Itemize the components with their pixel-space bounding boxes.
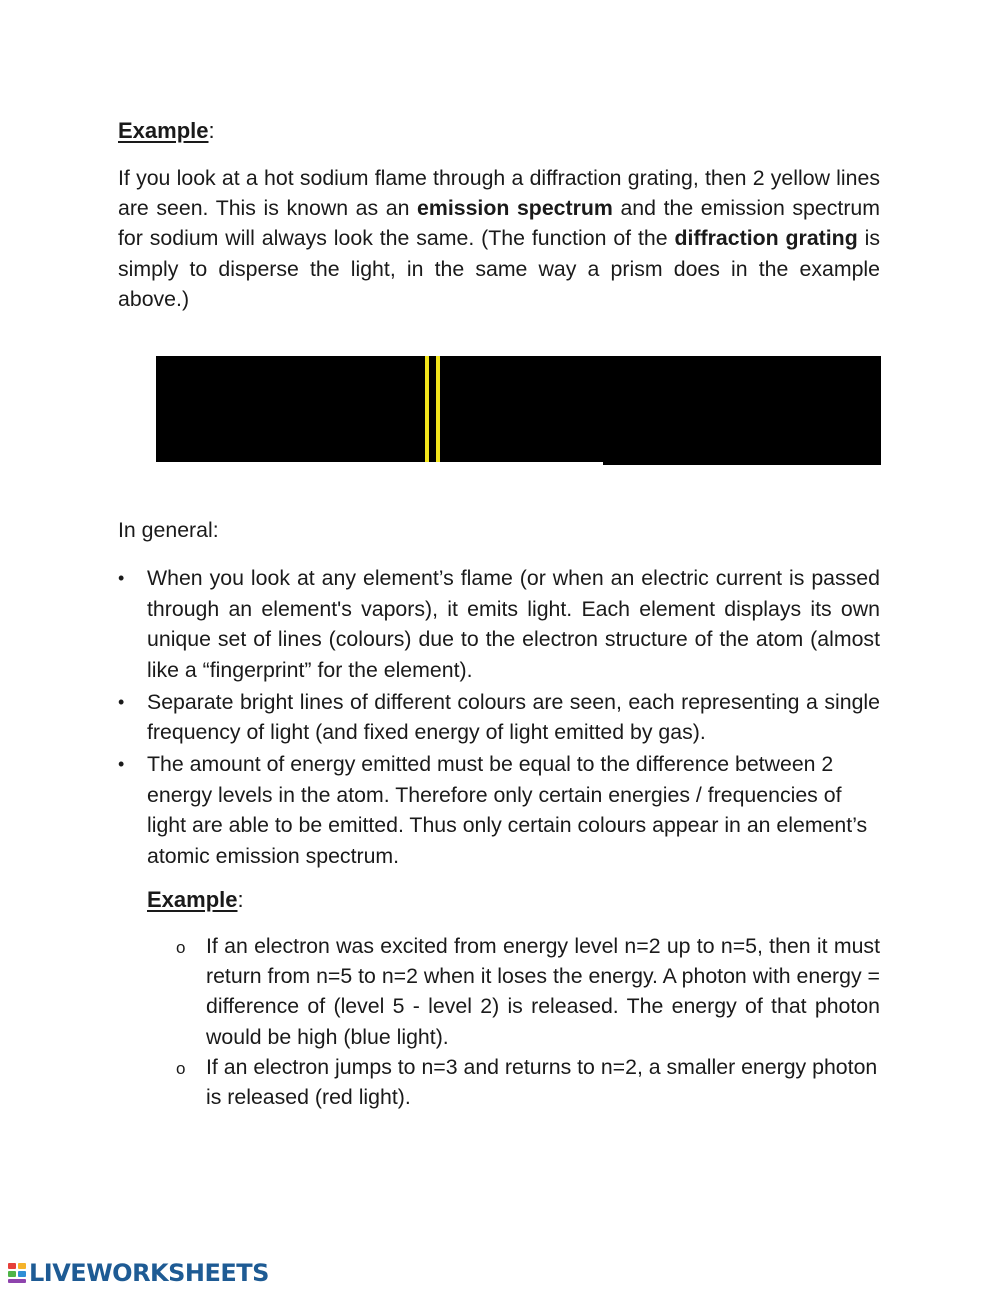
intro-paragraph: If you look at a hot sodium flame through a diffraction grating, then 2 yellow lines are seen. This is known as an emission spectrum and the emission spectrum for sodium will always look the same. (The function of the diffraction grating is simply to disperse the light, in the same way a prism does in the example above.) bbox=[118, 166, 880, 311]
sodium-line-2 bbox=[436, 356, 440, 462]
bullet-item-2: • Separate bright lines of different colours are seen, each representing a single frequency of light (and fixed energy of light emitted by gas). bbox=[118, 687, 880, 748]
circle-bullet-icon: o bbox=[176, 938, 186, 957]
example-sub-list bbox=[176, 931, 880, 1112]
term-emission-spectrum: emission spectrum bbox=[417, 196, 613, 221]
liveworksheets-logo-text: LIVEWORKSHEETS bbox=[29, 1259, 269, 1287]
in-general-label: In general: bbox=[118, 518, 219, 542]
sodium-line-1 bbox=[425, 356, 429, 462]
example-heading: Example: bbox=[118, 118, 215, 143]
sub-bullet-item-2: o If an electron jumps to n=3 and returns to n=2, a smaller energy photon is released (red light). bbox=[176, 1054, 878, 1110]
circle-bullet-icon: o bbox=[176, 1058, 186, 1078]
liveworksheets-logo-icon bbox=[8, 1262, 27, 1284]
bullet-icon: • bbox=[118, 568, 125, 588]
sodium-emission-spectrum bbox=[156, 356, 881, 462]
term-diffraction-grating: diffraction grating bbox=[674, 226, 858, 251]
liveworksheets-logo bbox=[8, 1257, 269, 1289]
bullet-icon: • bbox=[118, 754, 125, 774]
sub-bullet-item-1: o If an electron was excited from energy level n=2 up to n=5, then it must return from n=5 to n=2 when it loses the energy. A photon with energy = difference of (level 5 - level 2) is released. The energy of that photon would be high (blue light). bbox=[176, 934, 880, 1049]
bullet-item-3: • The amount of energy emitted must be equal to the difference between 2 energy levels in the atom. Therefore only certain energies / frequencies of light are able to be emitted. Thus only certain colours appear in an element’s atomic emission spectrum. bbox=[118, 749, 880, 871]
example-heading-2: Example: bbox=[147, 887, 244, 912]
bullet-item-1: • When you look at any element’s flame (or when an electric current is passed through an element's vapors), it emits light. Each element displays its own unique set of lines (colours) due to the electron structure of the atom (almost like a “fingerprint” for the element). bbox=[118, 563, 880, 685]
spectrum-edge bbox=[603, 462, 881, 465]
bullet-icon: • bbox=[118, 691, 125, 712]
general-bullet-list bbox=[118, 563, 880, 873]
